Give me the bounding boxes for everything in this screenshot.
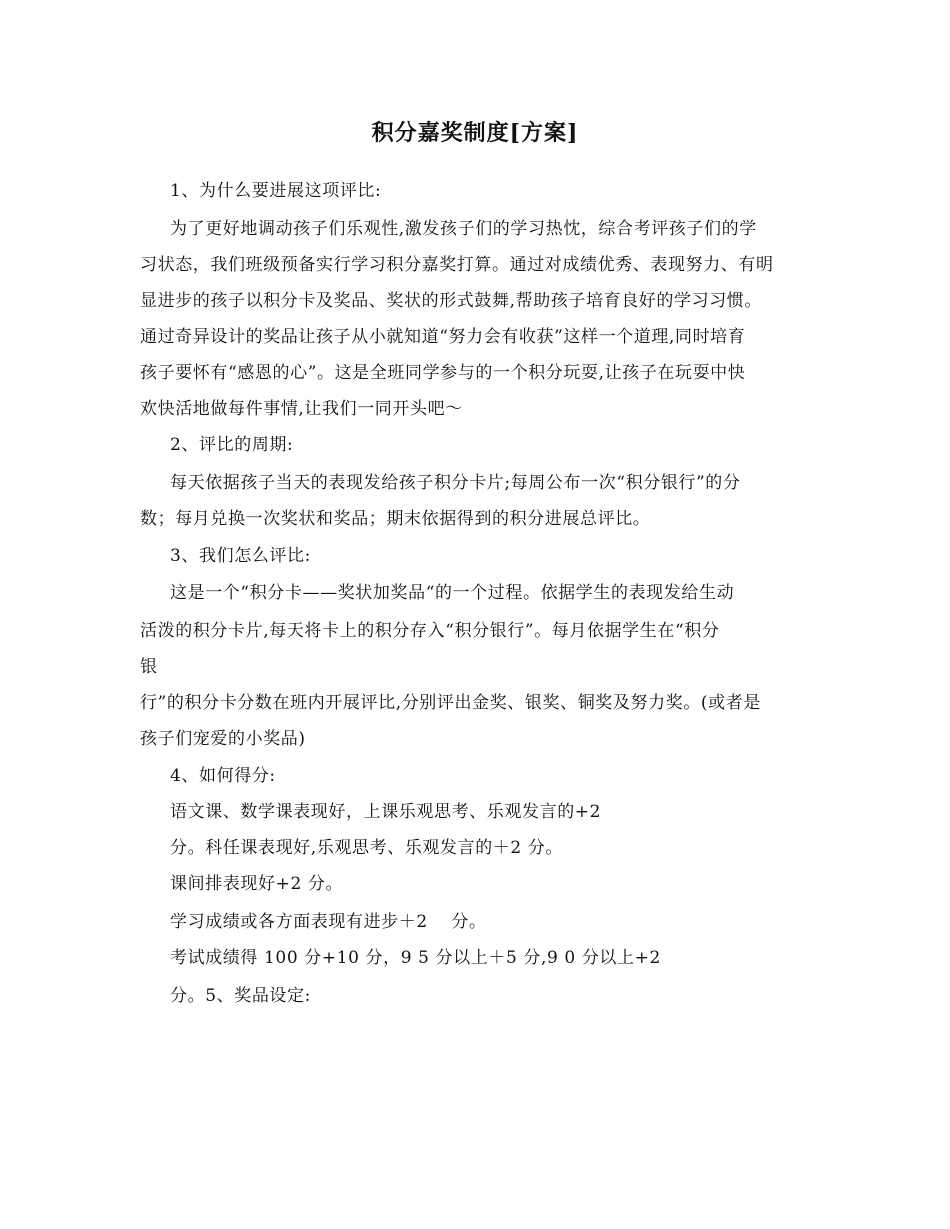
- section-3-heading: 3、我们怎么评比:: [170, 546, 311, 566]
- section-3-line: 行”的积分卡分数在班内开展评比,分别评出金奖、银奖、铜奖及努力奖。(或者是: [140, 693, 761, 713]
- section-4-line: 分。科任课表现好,乐观思考、乐观发言的＋2 分。: [170, 838, 564, 858]
- section-4-line: 语文课、数学课表现好，上课乐观思考、乐观发言的+2: [170, 802, 602, 822]
- section-2-line: 每天依据孩子当天的表现发给孩子积分卡片;每周公布一次“积分银行”的分: [170, 473, 741, 493]
- section-2-line: 数；每月兑换一次奖状和奖品；期末依据得到的积分进展总评比。: [140, 509, 651, 529]
- section-4-line: 学习成绩或各方面表现有进步＋2 分。: [170, 912, 487, 932]
- section-1-line: 通过奇异设计的奖品让孩子从小就知道“努力会有收获”这样一个道理,同时培育: [140, 327, 746, 347]
- section-4-line: 考试成绩得 100 分+10 分，9 5 分以上＋5 分,9 0 分以上+2: [170, 948, 661, 968]
- section-3-line: 银: [140, 657, 158, 677]
- section-3-line: 活泼的积分卡片,每天将卡上的积分存入“积分银行”。每月依据学生在“积分: [140, 621, 720, 641]
- section-1-line: 欢快活地做每件事情,让我们一同开头吧～: [140, 399, 463, 419]
- section-1-line: 显进步的孩子以积分卡及奖品、奖状的形式鼓舞,帮助孩子培育良好的学习习惯。: [140, 291, 763, 311]
- section-1-line: 习状态，我们班级预备实行学习积分嘉奖打算。通过对成绩优秀、表现努力、有明: [140, 255, 774, 275]
- section-1-line: 孩子要怀有“感恩的心”。这是全班同学参与的一个积分玩耍,让孩子在玩耍中快: [140, 363, 746, 383]
- section-4-heading: 4、如何得分:: [170, 766, 276, 786]
- section-1-line: 为了更好地调动孩子们乐观性,激发孩子们的学习热忱，综合考评孩子们的学: [170, 219, 757, 239]
- section-3-line: 孩子们宠爱的小奖品): [140, 729, 306, 749]
- section-2-heading: 2、评比的周期:: [170, 435, 294, 455]
- document-title: 积分嘉奖制度[方案]: [371, 120, 579, 146]
- section-4-line: 课间排表现好+2 分。: [170, 874, 344, 894]
- section-1-heading: 1、为什么要进展这项评比:: [170, 181, 382, 201]
- section-4-line: 分。5、奖品设定:: [170, 986, 311, 1006]
- section-3-line: 这是一个“积分卡——奖状加奖品“的一个过程。依据学生的表现发给生动: [170, 583, 735, 603]
